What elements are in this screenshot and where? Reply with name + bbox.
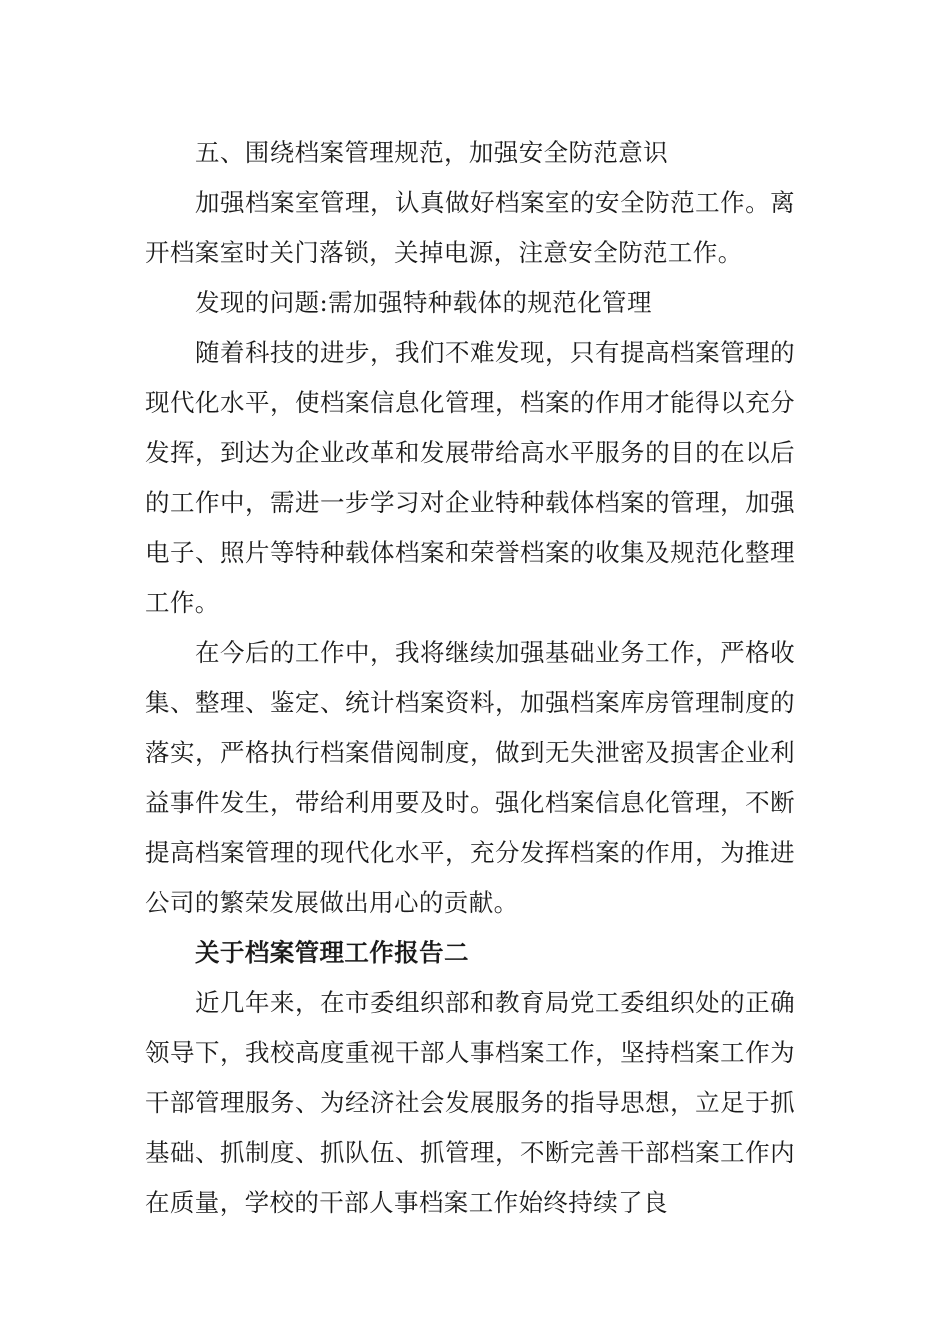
paragraph-report-two-intro: 近几年来，在市委组织部和教育局党工委组织处的正确领导下，我校高度重视干部人事档案工作，坚持档案工作为干部管理服务、为经济社会发展服务的指导思想，立足于抓基础、抓制度、抓队伍、抓管理，不断完善干部档案工作内在质量，学校的干部人事档案工作始终持续了良	[145, 988, 795, 1217]
paragraph-future-work: 在今后的工作中，我将继续加强基础业务工作，严格收集、整理、鉴定、统计档案资料，加强档案库房管理制度的落实，严格执行档案借阅制度，做到无失泄密及损害企业利益事件发生，带给利用要及时。强化档案信息化管理，不断提高档案管理的现代化水平，充分发挥档案的作用，为推进公司的繁荣发展做出用心的贡献。	[145, 638, 795, 917]
report-two-title: 关于档案管理工作报告二	[195, 938, 469, 967]
paragraph-modernization: 随着科技的进步，我们不难发现，只有提高档案管理的现代化水平，使档案信息化管理，档案的作用才能得以充分发挥，到达为企业改革和发展带给高水平服务的目的在以后的工作中，需进一步学习对企业特种载体档案的管理，加强电子、照片等特种载体档案和荣誉档案的收集及规范化整理工作。	[145, 338, 795, 617]
document-body	[145, 128, 795, 1228]
section-heading-five: 五、围绕档案管理规范，加强安全防范意识	[195, 138, 669, 167]
paragraph-problems-found: 发现的问题:需加强特种载体的规范化管理	[195, 288, 652, 317]
paragraph-archive-room-security: 加强档案室管理，认真做好档案室的安全防范工作。离开档案室时关门落锁，关掉电源，注意安全防范工作。	[145, 188, 795, 267]
